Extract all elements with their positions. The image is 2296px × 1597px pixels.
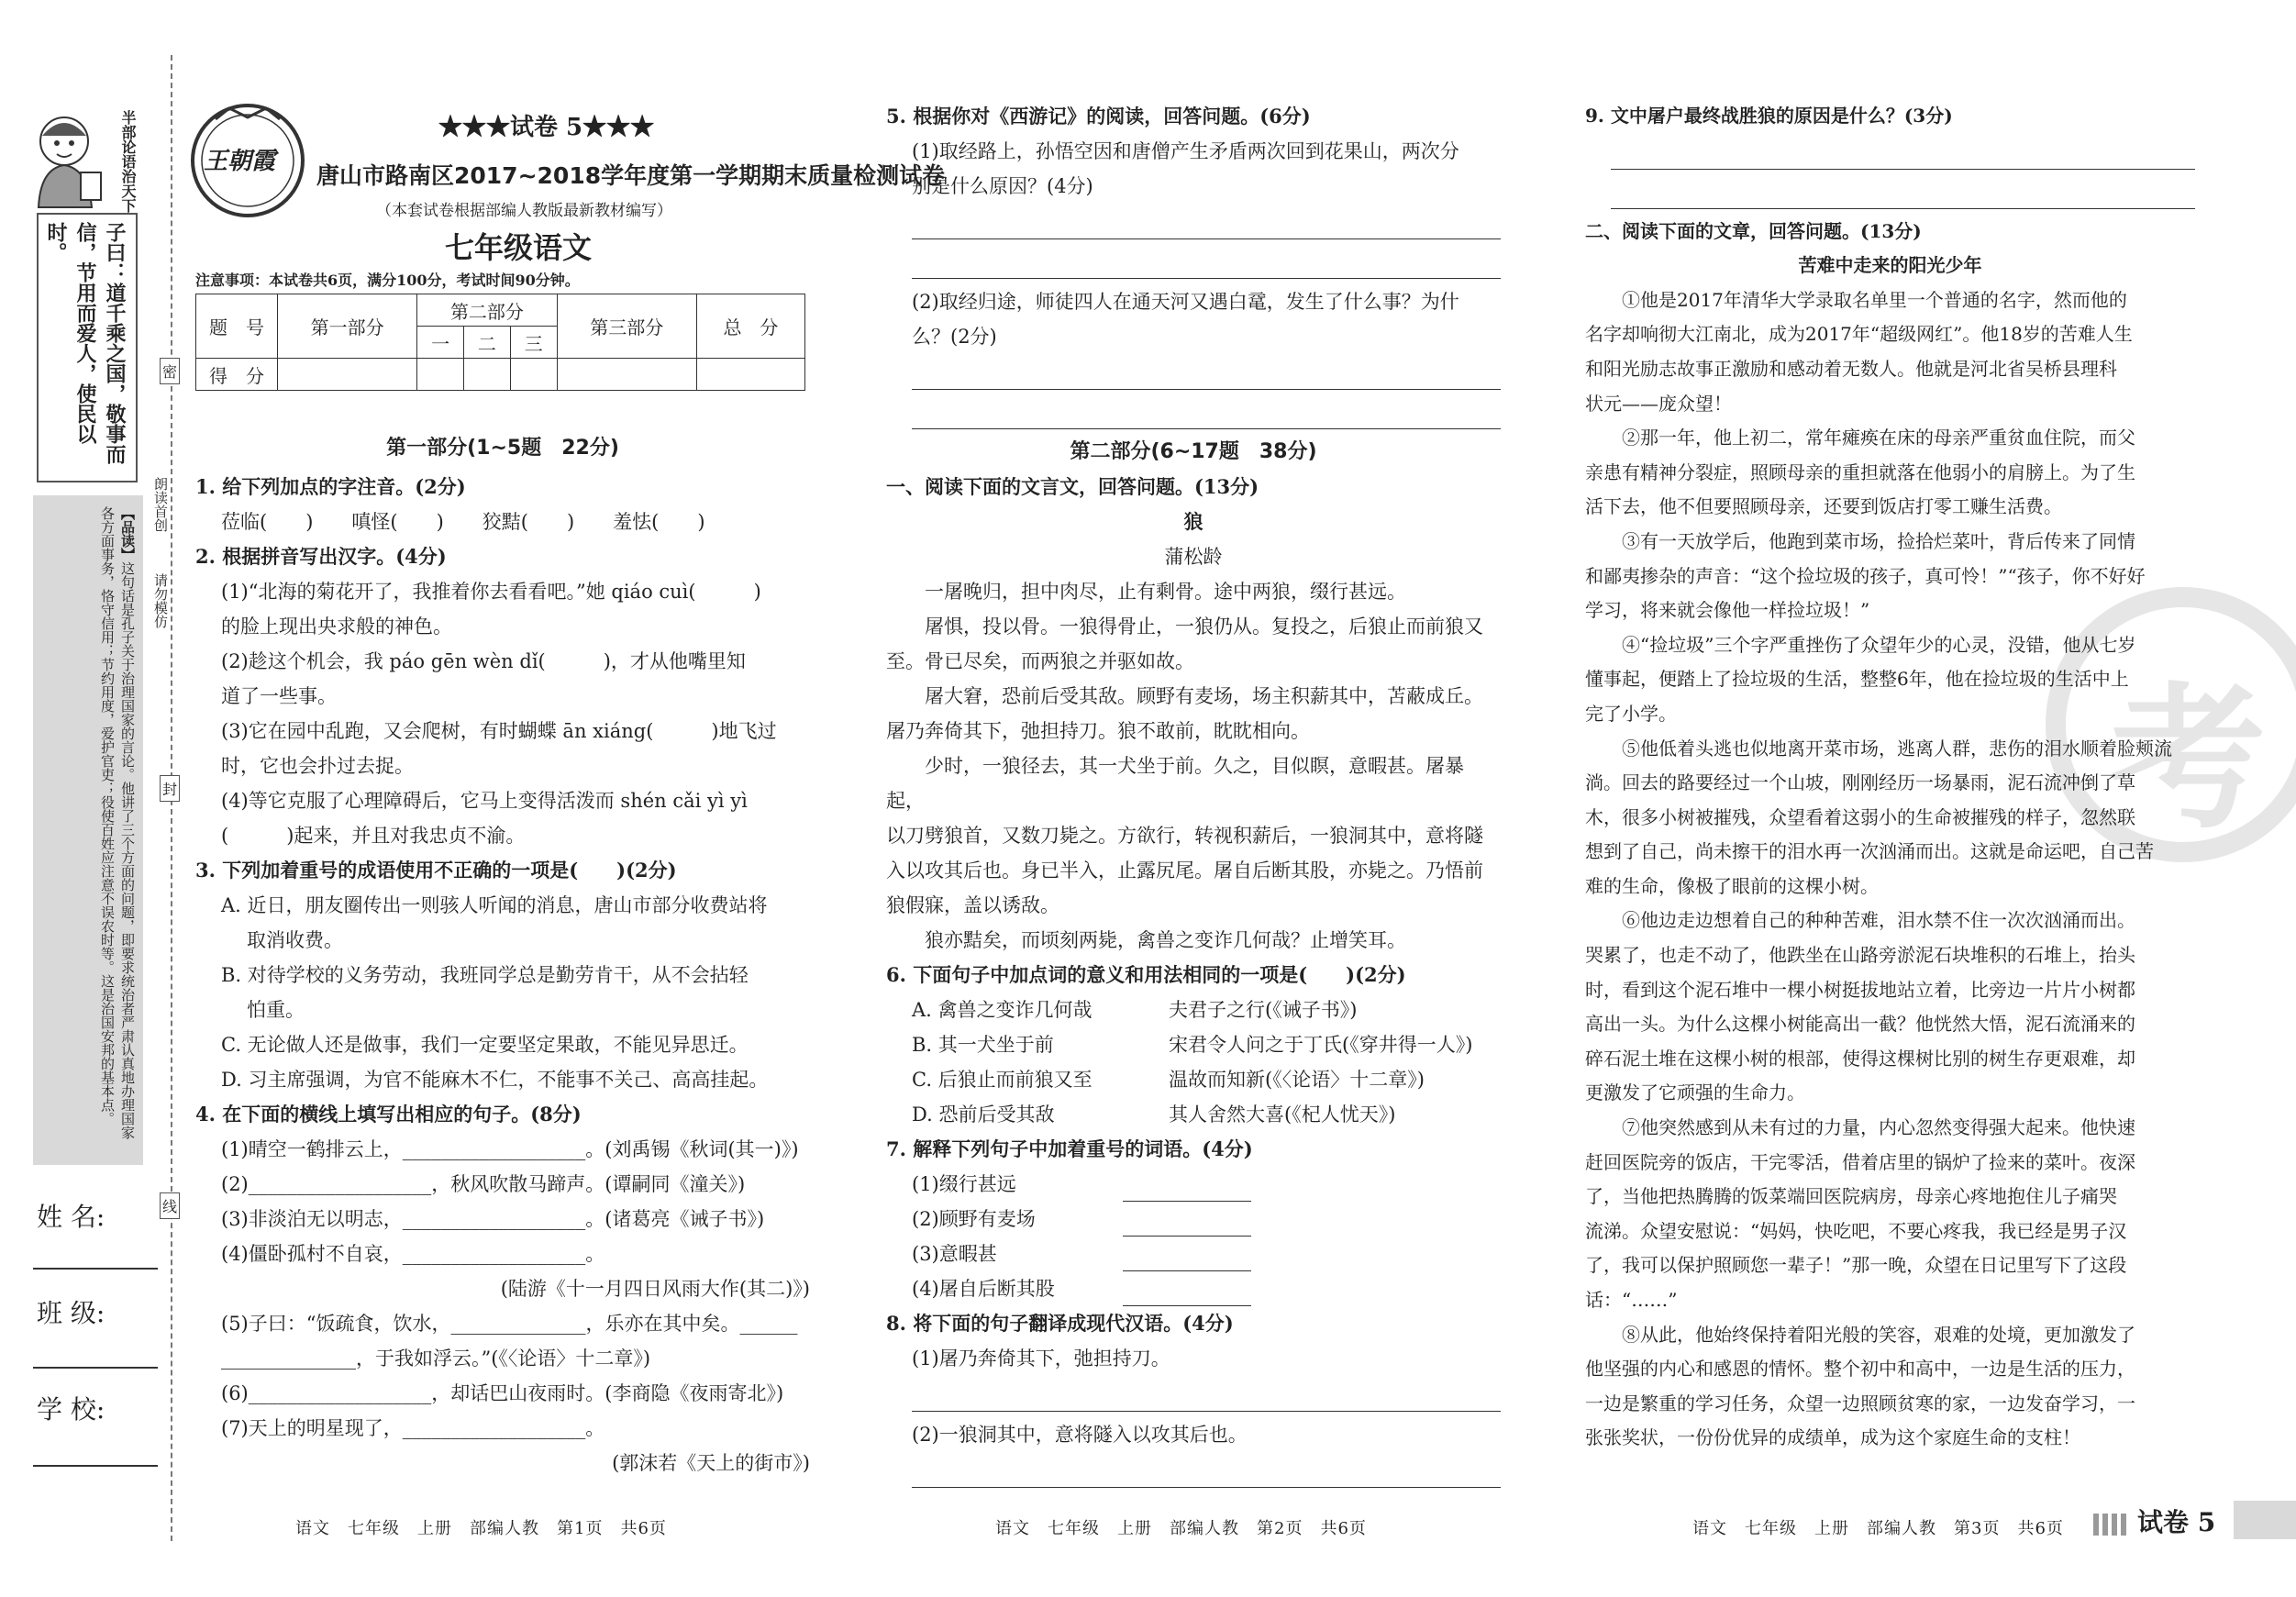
section1-title: 一、阅读下面的文言文，回答问题。(13分): [886, 475, 1259, 498]
essay-line: 他坚强的内心和感恩的情怀。整个初中和高中，一边是生活的压力，: [1585, 1358, 2135, 1381]
q9-answer-line-1[interactable]: [1611, 136, 2195, 170]
essay-para-6: [1585, 904, 2195, 1111]
q6-a-left: A. 禽兽之变诈几何哉: [912, 999, 1093, 1021]
essay-line: 高出一头。为什么这棵小树能高出一截？他恍然大悟，泥石流涌来的: [1585, 1013, 2135, 1036]
wolf-p3a: 屠大窘，恐前后受其敌。顾野有麦场，场主积薪其中，苫蔽成丘。: [925, 685, 1483, 707]
q9: 9. 文中屠户最终战胜狼的原因是什么？(3分): [1585, 105, 1953, 127]
q1-items: 莅临( ) 嗔怪( ) 狡黠( ) 羞怯( ): [221, 511, 705, 533]
essay-para-2: [1585, 421, 2195, 525]
q6-d-left: D. 恐前后受其敌: [912, 1103, 1055, 1126]
q3: 3. 下列加着重号的成语使用不正确的一项是( )(2分): [195, 859, 677, 882]
essay-line: 流涕。众望安慰说：“妈妈，快吃吧，不要心疼我，我已经是男子汉: [1585, 1219, 2127, 1242]
q7-item-4[interactable]: [912, 1271, 1501, 1306]
q5-1a: (1)取经路上，孙悟空因和唐僧产生矛盾两次回到花果山，两次分: [912, 140, 1459, 162]
name-field[interactable]: [33, 1266, 158, 1270]
essay-line: 和鄙夷掺杂的声音：“这个捡垃圾的孩子，真可怜！”“孩子，你不好好: [1585, 564, 2146, 587]
wolf-author: 蒲松龄: [1164, 546, 1223, 568]
essay-line: 碎石泥土堆在这棵小树的根部，使得这棵树比别的树生存更艰难，却: [1585, 1047, 2135, 1070]
school-field[interactable]: [33, 1463, 158, 1467]
q6-options: [886, 993, 1501, 1132]
wolf-p1: 一屠晚归，担中肉尽，止有剩骨。途中两狼，缀行甚远。: [925, 581, 1406, 603]
essay-line: ①他是2017年清华大学录取名单里一个普通的名字，然而他的: [1622, 288, 2127, 311]
q7-item-3-label: (3)意暇甚: [912, 1243, 997, 1265]
essay-line: 一边是繁重的学习任务，众望一边照顾贫寒的家，一边发奋学习，一: [1585, 1392, 2135, 1414]
q7-item-1-blank[interactable]: [1123, 1179, 1251, 1202]
q2-4b: ( )起来，并且对我忠贞不渝。: [221, 825, 526, 847]
th-score: 得 分: [196, 359, 278, 391]
comment-box: [33, 495, 143, 1165]
q4-5b[interactable]: ______________，于我如浮云。”(《〈论语〉十二章》): [221, 1347, 651, 1370]
footer-page3: 语文 七年级 上册 部编人教 第3页 共6页: [1692, 1519, 2064, 1538]
th-part2: 第二部分: [417, 294, 557, 327]
essay-line: ⑥他边走边想着自己的种种苦难，泪水禁不住一次次汹涌而出。: [1622, 909, 2135, 932]
q7-item-4-blank[interactable]: [1123, 1283, 1251, 1306]
q3-b1: B. 对待学校的义务劳动，我班同学总是勤劳肯干，从不会拈轻: [221, 964, 749, 986]
sidebar: [0, 0, 170, 1597]
th-part2-3: 三: [510, 327, 557, 359]
q2-4a: (4)等它克服了心理障碍后，它马上变得活泼而 shén cǎi yì yì: [221, 790, 748, 812]
essay-line: ⑧从此，他始终保持着阳光般的笑容，艰难的处境，更加激发了: [1622, 1323, 2135, 1346]
score-table: [195, 294, 805, 391]
logo-text: 王朝霞: [204, 148, 276, 175]
q8-2: (2)一狼洞其中，意将隧入以攻其后也。: [912, 1424, 1248, 1446]
section2-title: 二、阅读下面的文章，回答问题。(13分): [1585, 219, 1922, 242]
cut-mark-2: 封: [160, 775, 180, 802]
q2-3a: (3)它在园中乱跑，又会爬树，有时蝴蝶 ān xiáng( )地飞过: [221, 720, 777, 742]
essay-line: 话：“……”: [1585, 1289, 1678, 1311]
q5-2-answer-line-1[interactable]: [912, 356, 1501, 390]
tag-original: 朗读首创: [152, 477, 169, 532]
th-part1: 第一部分: [278, 294, 417, 359]
footer-grey-bar: [2234, 1501, 2296, 1539]
part2-title: 第二部分(6~17题 38分): [1070, 440, 1317, 463]
class-field[interactable]: [33, 1365, 158, 1369]
essay-line: 了，当他把热腾腾的饭菜端回医院病房，母亲心疼地抱住儿子痛哭: [1585, 1185, 2117, 1208]
essay-line: 哭累了，也走不动了，他跌坐在山路旁淤泥石块堆积的石堆上，抬头: [1585, 944, 2135, 967]
q7-item-1[interactable]: [912, 1167, 1501, 1202]
q5-2b: 么？(2分): [912, 326, 997, 348]
essay-line: 时，看到这个泥石堆中一棵小树挺拔地站立着，比旁边一片片小树都: [1585, 978, 2135, 1001]
q7-item-2[interactable]: [912, 1202, 1501, 1237]
wolf-p4c: 入以攻其后也。身已半入，止露尻尾。屠自后断其股，亦毙之。乃悟前: [886, 859, 1483, 882]
cut-mark-3: 线: [160, 1192, 180, 1219]
q5-1b: 别是什么原因？(4分): [912, 175, 1093, 197]
q7: 7. 解释下列句子中加着重号的词语。(4分): [886, 1137, 1253, 1160]
q4-5a[interactable]: (5)子曰：“饭疏食，饮水，______________，乐亦在其中矣。______: [221, 1313, 798, 1335]
q7-item-2-label: (2)顾野有麦场: [912, 1208, 1036, 1230]
exam-title: 唐山市路南区2017~2018学年度第一学期期末质量检测试卷: [316, 162, 946, 189]
th-total: 总 分: [696, 294, 804, 359]
q6-b-right: 宋君令人问之于丁氏(《穿井得一人》): [1169, 1034, 1473, 1056]
essay-line: ⑦他突然感到从未有过的力量，内心忽然变得强大起来。他快速: [1622, 1116, 2135, 1139]
part1-title: 第一部分(1~5题 22分): [386, 437, 619, 460]
q3-d: D. 习主席强调，为官不能麻木不仁，不能事不关己、高高挂起。: [221, 1069, 769, 1091]
wolf-p2b: 至。骨已尽矣，而两狼之并驱如故。: [886, 650, 1194, 672]
wolf-p5: 狼亦黠矣，而顷刻两毙，禽兽之变诈几何哉？止增笑耳。: [925, 929, 1406, 951]
q5-1-answer-line-2[interactable]: [912, 245, 1501, 279]
q7-item-4-label: (4)屠自后断其股: [912, 1278, 1055, 1300]
essay-line: 难的生命，像极了眼前的这棵小树。: [1585, 874, 1879, 897]
motto-small: 半部论语治天下: [119, 110, 137, 213]
th-part2-2: 二: [464, 327, 511, 359]
essay-para-4: [1585, 628, 2195, 732]
confucius-cartoon-icon: [20, 108, 112, 209]
q2: 2. 根据拼音写出汉字。(4分): [195, 545, 447, 568]
q7-item-1-label: (1)缀行甚远: [912, 1173, 1016, 1195]
q7-items: [886, 1167, 1501, 1306]
wolf-title: 狼: [1183, 510, 1203, 533]
q3-a1: A. 近日，朋友圈传出一则骇人听闻的消息，唐山市部分收费站将: [221, 894, 768, 916]
q6-c-left: C. 后狼止而前狼又至: [912, 1069, 1093, 1091]
grade-title: 七年级语文: [445, 230, 593, 265]
essay-line: 和阳光励志故事正激励和感动着无数人。他就是河北省吴桥县理科: [1585, 357, 2117, 380]
essay-line: 更激发了它顽强的生命力。: [1585, 1081, 1805, 1104]
class-label: 班 级:: [37, 1298, 105, 1328]
quote-box: [37, 213, 138, 482]
th-question-no: 题 号: [196, 294, 278, 359]
wolf-p4d: 狼假寐，盖以诱敌。: [886, 894, 1059, 916]
comment-label: 【品读】: [119, 506, 136, 561]
name-label: 姓 名:: [37, 1202, 105, 1232]
q5: 5. 根据你对《西游记》的阅读，回答问题。(6分): [886, 105, 1311, 128]
q2-3b: 时，它也会扑过去捉。: [221, 755, 414, 777]
q8-1-answer-line[interactable]: [912, 1378, 1501, 1412]
comment-text: 这句话是孔子关于治理国家的言论。他讲了三个方面的问题，即要求统治者严肃认真地办理国家各方面事务，恪守信用；节约用度，爱护官吏；役使百姓应注意不误农时等。这是治国安邦的基本点。: [99, 506, 136, 1139]
q6-option-c[interactable]: [912, 1062, 1501, 1097]
q6: 6. 下面句子中加点词的意义和用法相同的一项是( )(2分): [886, 963, 1406, 986]
paper-number: ★★★试卷 5★★★: [438, 114, 655, 141]
essay-line: ④“捡垃圾”三个字严重挫伤了众望年少的心灵，没错，他从七岁: [1622, 633, 2136, 656]
q4-3[interactable]: (3)非淡泊无以明志，___________________。(诸葛亮《诫子书》): [221, 1208, 765, 1230]
q4-2[interactable]: (2)___________________，秋风吹散马蹄声。(谭嗣同《潼关》): [221, 1173, 746, 1195]
score-cell-total[interactable]: [696, 359, 804, 391]
essay-para-1: [1585, 283, 2195, 421]
watermark-char: 考: [2110, 667, 2267, 850]
q8: 8. 将下面的句子翻译成现代汉语。(4分): [886, 1312, 1234, 1335]
score-cell-part3[interactable]: [557, 359, 696, 391]
essay-line: 活下去，他不但要照顾母亲，还要到饭店打零工赚生活费。: [1585, 495, 2062, 518]
q4-7[interactable]: (7)天上的明星现了，___________________。: [221, 1417, 605, 1439]
q6-d-right: 其人舍然大喜(《杞人忧天》): [1169, 1103, 1396, 1126]
essay-line: 亲患有精神分裂症，照顾母亲的重担就落在他弱小的肩膀上。为了生: [1585, 460, 2135, 483]
exam-subtitle: （本套试卷根据部编人教版最新教材编写）: [376, 202, 672, 220]
footer-page2: 语文 七年级 上册 部编人教 第2页 共6页: [995, 1519, 1367, 1538]
essay-line: 名字却响彻大江南北，成为2017年“超级网红”。他18岁的苦难人生: [1585, 323, 2133, 346]
page1-column: [195, 431, 810, 1481]
school-label: 学 校:: [37, 1394, 105, 1425]
essay-line: 想到了自己，尚未擦干的泪水再一次汹涌而出。这就是命运吧，自己苦: [1585, 840, 2154, 863]
score-cell-part1[interactable]: [278, 359, 417, 391]
footer-dots-icon: [2093, 1514, 2130, 1536]
page2-column: [886, 99, 1501, 1493]
q4-1[interactable]: (1)晴空一鹤排云上，___________________。(刘禹锡《秋词(其一)》): [221, 1138, 799, 1160]
essay-para-3: [1585, 525, 2195, 628]
q6-option-b[interactable]: [912, 1027, 1501, 1062]
q5-1-answer-line-1[interactable]: [912, 205, 1501, 239]
q4-4-source: (陆游《十一月四日风雨大作(其二)》): [500, 1278, 810, 1300]
essay-line: 张张奖状，一份份优异的成绩单，成为这个家庭生命的支柱！: [1585, 1426, 2080, 1449]
score-cell-part2-3[interactable]: [510, 359, 557, 391]
q8-1: (1)屠乃奔倚其下，弛担持刀。: [912, 1347, 1170, 1370]
th-part3: 第三部分: [557, 294, 696, 359]
essay-line: 了，我可以保护照顾您一辈子！”那一晚，众望在日记里写下了这段: [1585, 1254, 2127, 1277]
wolf-p2a: 屠惧，投以骨。一狼得骨止，一狼仍从。复投之，后狼止而前狼又: [925, 616, 1483, 638]
essay-para-7: [1585, 1111, 2195, 1318]
essay-line: 赶回医院旁的饭店，干完零活，借着店里的锅炉了捡来的菜叶。夜深: [1585, 1150, 2135, 1173]
q2-2a: (2)趁这个机会，我 páo gēn wèn dǐ( )，才从他嘴里知: [221, 650, 746, 672]
essay-line: ⑤他低着头逃也似地离开菜市场，逃离人群，悲伤的泪水顺着脸颊流: [1622, 737, 2172, 760]
essay-line: 淌。回去的路要经过一个山坡，刚刚经历一场暴雨，泥石流冲倒了草: [1585, 771, 2135, 794]
essay-line: 懂事起，便踏上了捡垃圾的生活，整整6年，他在捡垃圾的生活中上: [1585, 668, 2129, 691]
q1: 1. 给下列加点的字注音。(2分): [195, 475, 466, 498]
essay-line: ②那一年，他上初二，常年瘫痪在床的母亲严重贫血住院，而父: [1622, 427, 2135, 449]
paper-badge: 试卷 5: [2137, 1507, 2216, 1537]
q8-2-answer-line[interactable]: [912, 1454, 1501, 1488]
essay-line: 学习，将来就会像他一样捡垃圾！”: [1585, 599, 1870, 622]
tag-no-copy: 请勿模仿: [152, 573, 169, 628]
score-cell-part2-1[interactable]: [417, 359, 464, 391]
q2-1a: (1)“北海的菊花开了，我推着你去看看吧。”她 qiáo cuì( ): [221, 581, 761, 603]
essay-line: 状元——庞众望！: [1585, 392, 1732, 415]
essay-para-8: [1585, 1318, 2195, 1456]
essay-title: 苦难中走来的阳光少年: [1798, 254, 1982, 277]
q6-b-left: B. 其一犬坐于前: [912, 1034, 1054, 1056]
q9-answer-line-2[interactable]: [1611, 175, 2195, 209]
q3-c: C. 无论做人还是做事，我们一定要坚定果敢，不能见异思迁。: [221, 1034, 749, 1056]
q4-4[interactable]: (4)僵卧孤村不自哀，___________________。: [221, 1243, 605, 1265]
q3-a2: 取消收费。: [247, 929, 343, 951]
q6-c-right: 温故而知新(《〈论语〉十二章》): [1169, 1069, 1425, 1091]
q7-item-3[interactable]: [912, 1237, 1501, 1271]
essay-line: ③有一天放学后，他跑到菜市场，捡拾烂菜叶，背后传来了同情: [1622, 529, 2135, 552]
q4-6[interactable]: (6)___________________，却话巴山夜雨时。(李商隐《夜雨寄北》): [221, 1382, 784, 1404]
page3-column: [1585, 99, 2195, 1456]
q5-2a: (2)取经归途，师徒四人在通天河又遇白鼋，发生了什么事？为什: [912, 291, 1459, 313]
q6-option-d[interactable]: [912, 1097, 1501, 1132]
q6-a-right: 夫君子之行(《诫子书》): [1169, 999, 1358, 1021]
score-cell-part2-2[interactable]: [464, 359, 511, 391]
q4: 4. 在下面的横线上填写出相应的句子。(8分): [195, 1103, 582, 1126]
q3-b2: 怕重。: [247, 999, 305, 1021]
q2-2b: 道了一些事。: [221, 685, 337, 707]
cut-mark-1: 密: [160, 358, 180, 384]
th-part2-1: 一: [417, 327, 464, 359]
q2-1b: 的脸上现出央求般的神色。: [221, 616, 452, 638]
q4-7-source: (郭沫若《天上的街市》): [612, 1452, 810, 1474]
essay-line: 完了小学。: [1585, 702, 1677, 725]
wolf-p3b: 屠乃奔倚其下，弛担持刀。狼不敢前，眈眈相向。: [886, 720, 1310, 742]
q7-item-3-blank[interactable]: [1123, 1248, 1251, 1271]
q7-item-2-blank[interactable]: [1123, 1214, 1251, 1237]
wolf-p4a: 少时，一狼径去，其一犬坐于前。久之，目似瞑，意暇甚。屠暴起，: [886, 755, 1464, 812]
q5-2-answer-line-2[interactable]: [912, 395, 1501, 429]
confucius-quote: 子曰：道千乘之国，敬事而信，节用而爱人，使民以时。: [44, 222, 126, 464]
exam-notice: 注意事项：本试卷共6页，满分100分，考试时间90分钟。: [195, 272, 580, 289]
essay-para-5: [1585, 732, 2195, 904]
footer-page1: 语文 七年级 上册 部编人教 第1页 共6页: [295, 1519, 667, 1538]
essay-line: 木，很多小树被摧残，众望看着这弱小的生命被摧残的样子，忽然联: [1585, 805, 2135, 828]
wolf-p4b: 以刀劈狼首，又数刀毙之。方欲行，转视积薪后，一狼洞其中，意将隧: [886, 825, 1483, 847]
q6-option-a[interactable]: [912, 993, 1501, 1027]
